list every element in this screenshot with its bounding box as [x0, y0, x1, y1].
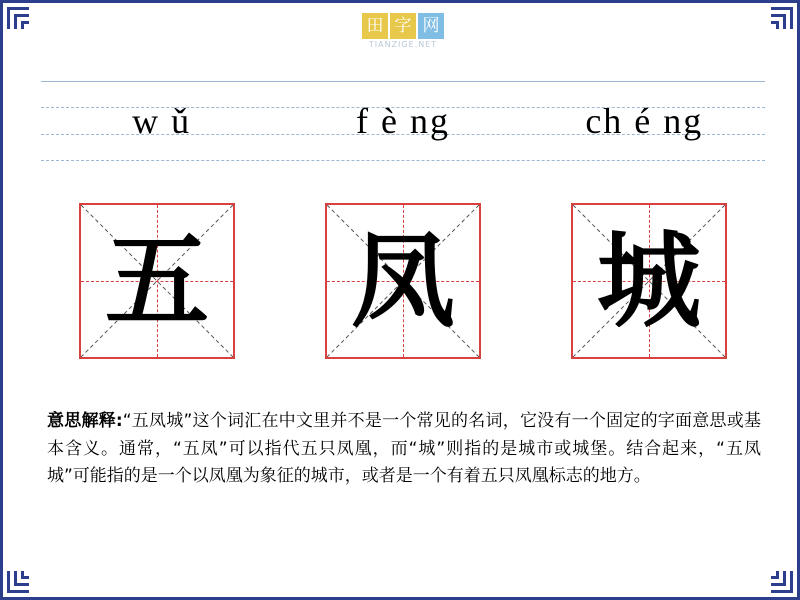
watermark-box-3: 网	[418, 13, 444, 39]
watermark-box-2: 字	[390, 13, 416, 39]
corner-ornament-top-right	[767, 7, 793, 33]
character-cell-2	[325, 203, 481, 359]
site-watermark-logo	[3, 13, 800, 52]
corner-ornament-top-left	[7, 7, 33, 33]
pinyin-row	[41, 81, 765, 161]
character-cell-1	[79, 203, 235, 359]
explanation-text: “五凤城”这个词汇在中文里并不是一个常见的名词，它没有一个固定的字面意思或基本含义。通常，“五凤”可以指代五只凤凰，而“城”则指的是城市或城堡。结合起来，“五凤城”可能指的是一个以凤凰为象征的城市，或者是一个有着五只凤凰标志的地方。	[47, 411, 761, 487]
corner-ornament-bottom-left	[7, 567, 33, 593]
pinyin-syllable-3: ch é ng	[585, 101, 704, 141]
explanation-label: 意思解释:	[47, 411, 123, 431]
explanation-paragraph	[47, 408, 761, 491]
watermark-subtitle: TIANZIGE.NET	[368, 40, 438, 49]
character-glyph-1: 五	[104, 220, 209, 342]
character-glyph-2: 凤	[350, 220, 455, 342]
character-cell-3	[571, 203, 727, 359]
character-grid-row	[3, 203, 800, 359]
corner-ornament-bottom-right	[767, 567, 793, 593]
watermark-box-1: 田	[362, 13, 388, 39]
pinyin-syllable-1: w ǔ	[132, 101, 192, 141]
pinyin-syllable-2: f è ng	[356, 101, 450, 141]
character-glyph-3: 城	[596, 220, 701, 342]
